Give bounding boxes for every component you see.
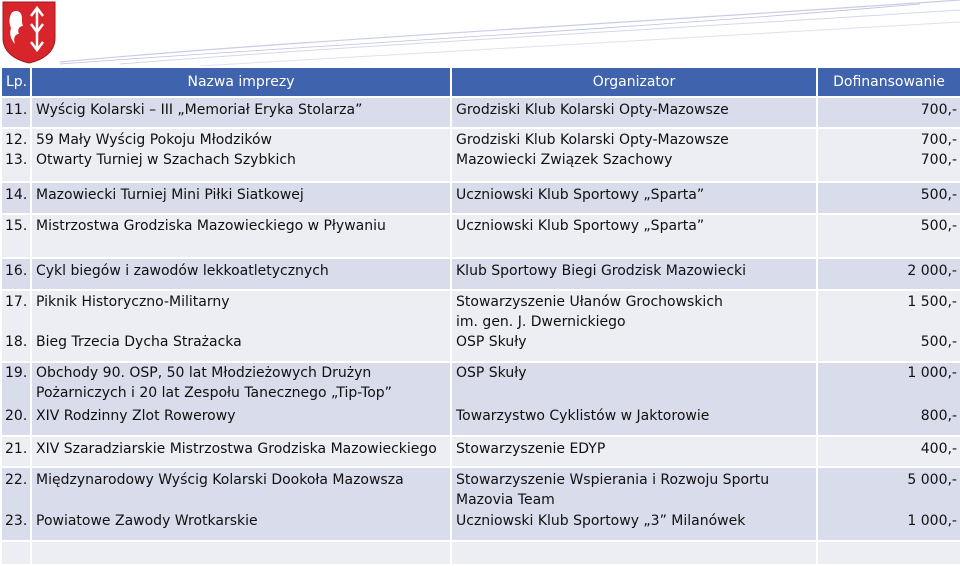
event-name-line: Mistrzostwa Grodziska Mazowieckiego w Pływaniu — [36, 218, 386, 234]
row-number-line: 23. — [5, 513, 28, 529]
event-name — [31, 362, 451, 436]
table-row — [1, 258, 960, 290]
row-number — [1, 258, 31, 290]
organizer — [451, 128, 817, 182]
table-row — [1, 97, 960, 128]
funding-amount — [817, 362, 960, 436]
table-row — [1, 128, 960, 182]
organizer-line: Stowarzyszenie Wspierania i Rozwoju Sportu — [456, 472, 770, 488]
organizer — [451, 214, 817, 258]
funding-amount — [817, 436, 960, 467]
row-number — [1, 97, 31, 128]
funding-amount-line: 5 000,- — [907, 472, 957, 488]
event-name-line: Wyścig Kolarski – III „Memoriał Eryka Stolarza” — [36, 102, 363, 118]
funding-amount-line: 500,- — [920, 187, 957, 203]
row-number-line: 15. — [5, 218, 28, 234]
organizer-line: Grodziski Klub Kolarski Opty-Mazowsze — [456, 132, 729, 148]
funding-amount-line: 1 500,- — [907, 294, 957, 310]
row-number-line: 20. — [5, 408, 28, 424]
event-name-line: Bieg Trzecia Dycha Strażacka — [36, 334, 242, 350]
organizer — [451, 97, 817, 128]
funding-amount — [817, 128, 960, 182]
row-number-line: 17. — [5, 294, 28, 310]
organizer-line: Stowarzyszenie EDYP — [456, 441, 606, 457]
event-name-line: Piknik Historyczno-Militarny — [36, 294, 230, 310]
organizer — [451, 182, 817, 214]
row-number — [1, 541, 31, 565]
header-funding: Dofinansowanie — [817, 67, 960, 97]
organizer-line: im. gen. J. Dwernickiego — [456, 314, 626, 330]
coat-of-arms-icon — [1, 0, 57, 64]
event-name-line: XIV Szaradziarskie Mistrzostwa Grodziska Mazowieckiego — [36, 441, 437, 457]
header-lp: Lp. — [1, 67, 31, 97]
event-name — [31, 541, 451, 565]
funding-amount-line: 700,- — [920, 132, 957, 148]
event-name-line: Pożarniczych i 20 lat Zespołu Tanecznego „Tip-Top” — [36, 385, 392, 401]
row-number-line: 11. — [5, 102, 28, 118]
row-number-line: 16. — [5, 263, 28, 279]
organizer — [451, 541, 817, 565]
funding-amount-line: 700,- — [920, 102, 957, 118]
funding-amount-line: 500,- — [920, 334, 957, 350]
event-name-line: Obchody 90. OSP, 50 lat Młodzieżowych Drużyn — [36, 365, 372, 381]
organizer-line: Uczniowski Klub Sportowy „Sparta” — [456, 218, 705, 234]
event-name — [31, 182, 451, 214]
event-name — [31, 214, 451, 258]
header-organizer: Organizator — [451, 67, 817, 97]
table-row — [1, 541, 960, 565]
table-row — [1, 362, 960, 436]
header-name: Nazwa imprezy — [31, 67, 451, 97]
organizer-line: Uczniowski Klub Sportowy „3” Milanówek — [456, 513, 746, 529]
organizer-line: Mazowiecki Związek Szachowy — [456, 152, 673, 168]
organizer-line: Stowarzyszenie Ułanów Grochowskich — [456, 294, 723, 310]
table-row — [1, 467, 960, 541]
organizer — [451, 467, 817, 541]
row-number-line: 19. — [5, 365, 28, 381]
event-name-line: XIV Rodzinny Zlot Rowerowy — [36, 408, 236, 424]
table-header-row — [1, 67, 960, 97]
row-number — [1, 362, 31, 436]
event-name — [31, 128, 451, 182]
event-name-line: Mazowiecki Turniej Mini Piłki Siatkowej — [36, 187, 304, 203]
event-name-line: 59 Mały Wyścig Pokoju Młodzików — [36, 132, 273, 148]
funding-amount-line: 500,- — [920, 218, 957, 234]
table-row — [1, 290, 960, 362]
funding-amount — [817, 182, 960, 214]
row-number — [1, 128, 31, 182]
funding-amount — [817, 467, 960, 541]
row-number-line: 13. — [5, 152, 28, 168]
row-number — [1, 436, 31, 467]
row-number — [1, 290, 31, 362]
event-name-line: Powiatowe Zawody Wrotkarskie — [36, 513, 258, 529]
event-name — [31, 97, 451, 128]
funding-amount — [817, 258, 960, 290]
organizer-line: OSP Skuły — [456, 365, 527, 381]
row-number — [1, 467, 31, 541]
organizer — [451, 290, 817, 362]
table-row — [1, 436, 960, 467]
organizer — [451, 362, 817, 436]
funding-amount-line: 800,- — [920, 408, 957, 424]
organizer — [451, 258, 817, 290]
event-name-line: Otwarty Turniej w Szachach Szybkich — [36, 152, 296, 168]
row-number-line: 22. — [5, 472, 28, 488]
organizer-line: Grodziski Klub Kolarski Opty-Mazowsze — [456, 102, 729, 118]
event-name — [31, 258, 451, 290]
row-number-line: 14. — [5, 187, 28, 203]
funding-amount-line: 2 000,- — [907, 263, 957, 279]
funding-amount-line: 400,- — [920, 441, 957, 457]
event-name-line: Cykl biegów i zawodów lekkoatletycznych — [36, 263, 329, 279]
event-name — [31, 290, 451, 362]
funding-amount — [817, 541, 960, 565]
funding-amount-line: 1 000,- — [907, 513, 957, 529]
organizer-line: Uczniowski Klub Sportowy „Sparta” — [456, 187, 705, 203]
event-name — [31, 467, 451, 541]
funding-amount-line: 1 000,- — [907, 365, 957, 381]
organizer — [451, 436, 817, 467]
funding-amount — [817, 290, 960, 362]
row-number — [1, 182, 31, 214]
organizer-line: Towarzystwo Cyklistów w Jaktorowie — [456, 408, 710, 424]
event-name-line: Międzynarodowy Wyścig Kolarski Dookoła Mazowsza — [36, 472, 404, 488]
funding-amount-line: 700,- — [920, 152, 957, 168]
decorative-swoosh — [0, 0, 960, 70]
row-number-line: 21. — [5, 441, 28, 457]
table-row — [1, 214, 960, 258]
organizer-line: OSP Skuły — [456, 334, 527, 350]
row-number-line: 12. — [5, 132, 28, 148]
row-number-line: 18. — [5, 334, 28, 350]
funding-table — [0, 66, 960, 566]
funding-amount — [817, 214, 960, 258]
funding-amount — [817, 97, 960, 128]
table-row — [1, 182, 960, 214]
organizer-line: Klub Sportowy Biegi Grodzisk Mazowiecki — [456, 263, 747, 279]
event-name — [31, 436, 451, 467]
organizer-line: Mazovia Team — [456, 492, 555, 508]
row-number — [1, 214, 31, 258]
